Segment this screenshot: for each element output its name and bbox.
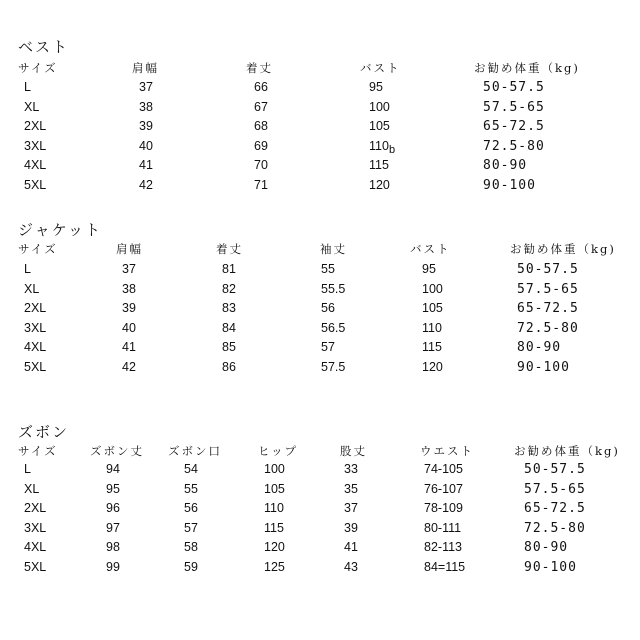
vest-row-4-col-3: 115	[369, 158, 389, 173]
pants-row-4-col-3: 120	[264, 540, 285, 555]
vest-row-2-col-4: 65-72.5	[483, 119, 545, 135]
pants-header-0: サイズ	[18, 444, 58, 458]
vest-row-3-col-1: 40	[139, 138, 153, 153]
jacket-row-1-col-4: 100	[422, 281, 443, 296]
pants-row-1-col-6: 57.5-65	[524, 481, 586, 497]
pants-row-1-col-1: 95	[106, 481, 120, 496]
jacket-row-5-col-5: 90-100	[517, 360, 570, 375]
pants-row-4-col-6: 80-90	[524, 540, 569, 556]
pants-row-0-col-0: L	[24, 462, 31, 476]
vest-row-5-col-0: 5XL	[24, 178, 47, 192]
vest-row-0-col-3: 95	[369, 80, 383, 94]
jacket-row-3-col-4: 110	[422, 320, 442, 335]
vest-row-4-col-0: 4XL	[24, 158, 47, 173]
jacket-header-1: 肩幅	[116, 242, 143, 256]
pants-row-1-col-2: 55	[184, 481, 198, 496]
jacket-row-5-col-4: 120	[422, 360, 443, 374]
vest-row-2-col-3: 105	[369, 119, 390, 134]
pants-row-0-col-3: 100	[264, 462, 285, 476]
pants-row-1-col-0: XL	[24, 481, 40, 496]
pants-header-4: 股丈	[340, 444, 367, 458]
jacket-row-0-col-3: 55	[321, 262, 335, 276]
pants-row-2-col-1: 96	[106, 501, 120, 516]
vest-row-4-col-1: 41	[139, 158, 153, 173]
pants-row-2-col-6: 65-72.5	[524, 501, 586, 517]
vest-row-5-col-1: 42	[139, 178, 153, 192]
vest-row-3-col-3: 110	[369, 138, 389, 153]
vest-row-3-col-0: 3XL	[24, 138, 47, 153]
vest-header-1: 肩幅	[132, 61, 159, 75]
jacket-row-5-col-1: 42	[122, 360, 136, 374]
jacket-row-2-col-5: 65-72.5	[517, 301, 579, 317]
vest-row-4-col-2: 70	[254, 158, 268, 173]
jacket-row-4-col-5: 80-90	[517, 340, 562, 356]
jacket-row-4-col-1: 41	[122, 340, 136, 355]
jacket-row-1-col-1: 38	[122, 281, 136, 296]
jacket-row-1-col-0: XL	[24, 281, 40, 296]
jacket-row-3-col-0: 3XL	[24, 320, 47, 335]
jacket-row-2-col-1: 39	[122, 301, 136, 316]
vest-row-2-col-0: 2XL	[24, 119, 47, 134]
pants-header-3: ヒップ	[258, 444, 299, 458]
vest-header-4: お勧め体重（kg)	[474, 61, 580, 75]
vest-row-0-col-0: L	[24, 80, 31, 94]
jacket-header-3: 袖丈	[320, 242, 347, 256]
jacket-row-5-col-2: 86	[222, 360, 236, 374]
jacket-row-2-col-0: 2XL	[24, 301, 47, 316]
vest-row-0-col-4: 50-57.5	[483, 80, 545, 95]
pants-row-3-col-1: 97	[106, 520, 120, 535]
pants-row-2-col-5: 78-109	[424, 501, 463, 516]
vest-row-2-col-2: 68	[254, 119, 268, 134]
vest-row-5-col-2: 71	[254, 178, 268, 192]
pants-title: ズボン	[18, 423, 70, 441]
jacket-row-3-col-2: 84	[222, 320, 236, 335]
vest-row-1-col-0: XL	[24, 99, 40, 114]
vest-header-3: バスト	[360, 61, 401, 75]
jacket-header-5: お勧め体重（kg)	[510, 242, 616, 256]
jacket-title: ジャケット	[18, 221, 102, 239]
pants-row-4-col-5: 82-113	[424, 540, 462, 555]
vest-header-2: 着丈	[246, 61, 273, 75]
jacket-row-0-col-0: L	[24, 262, 31, 276]
vest-header-0: サイズ	[18, 61, 58, 75]
jacket-row-0-col-5: 50-57.5	[517, 262, 579, 277]
jacket-row-0-col-1: 37	[122, 262, 136, 276]
pants-row-1-col-4: 35	[344, 481, 358, 496]
pants-row-2-col-4: 37	[344, 501, 358, 516]
jacket-row-2-col-4: 105	[422, 301, 443, 316]
vest-row-1-col-3: 100	[369, 99, 390, 114]
vest-row-4-col-4: 80-90	[483, 158, 528, 174]
vest-row-5-col-3: 120	[369, 178, 390, 192]
jacket-row-2-col-3: 56	[321, 301, 335, 316]
vest-stray-mark: b	[389, 143, 396, 156]
pants-row-2-col-2: 56	[184, 501, 198, 516]
pants-header-5: ウエスト	[420, 444, 474, 458]
jacket-header-2: 着丈	[216, 242, 243, 256]
vest-row-1-col-4: 57.5-65	[483, 99, 545, 115]
jacket-row-3-col-3: 56.5	[321, 320, 346, 335]
vest-row-1-col-2: 67	[254, 99, 268, 114]
jacket-row-0-col-2: 81	[222, 262, 236, 276]
pants-row-0-col-5: 74-105	[424, 462, 463, 476]
pants-row-3-col-0: 3XL	[24, 520, 47, 535]
pants-row-3-col-4: 39	[344, 520, 358, 535]
vest-row-1-col-1: 38	[139, 99, 153, 114]
pants-row-5-col-3: 125	[264, 560, 285, 574]
pants-row-1-col-5: 76-107	[424, 481, 463, 496]
pants-row-4-col-2: 58	[184, 540, 198, 555]
jacket-row-3-col-5: 72.5-80	[517, 320, 579, 336]
pants-row-0-col-6: 50-57.5	[524, 462, 586, 477]
pants-row-5-col-6: 90-100	[524, 560, 577, 575]
jacket-row-1-col-2: 82	[222, 281, 236, 296]
jacket-row-2-col-2: 83	[222, 301, 236, 316]
pants-row-5-col-4: 43	[344, 560, 358, 574]
pants-header-1: ズボン丈	[90, 444, 144, 458]
pants-row-2-col-3: 110	[264, 501, 284, 516]
jacket-row-5-col-0: 5XL	[24, 360, 47, 374]
jacket-row-0-col-4: 95	[422, 262, 436, 276]
jacket-row-4-col-4: 115	[422, 340, 442, 355]
vest-row-3-col-4: 72.5-80	[483, 138, 545, 154]
jacket-row-1-col-5: 57.5-65	[517, 281, 579, 297]
vest-row-3-col-2: 69	[254, 138, 268, 153]
vest-row-0-col-1: 37	[139, 80, 153, 94]
jacket-header-0: サイズ	[18, 242, 58, 256]
vest-row-2-col-1: 39	[139, 119, 153, 134]
pants-header-6: お勧め体重（kg)	[514, 444, 620, 458]
pants-row-0-col-2: 54	[184, 462, 198, 476]
pants-row-5-col-1: 99	[106, 560, 120, 574]
pants-row-3-col-5: 80-111	[424, 520, 462, 535]
jacket-row-3-col-1: 40	[122, 320, 136, 335]
pants-row-4-col-0: 4XL	[24, 540, 47, 555]
pants-row-0-col-4: 33	[344, 462, 358, 476]
pants-row-1-col-3: 105	[264, 481, 285, 496]
vest-title: ベスト	[18, 38, 70, 56]
pants-row-3-col-6: 72.5-80	[524, 520, 586, 536]
pants-row-2-col-0: 2XL	[24, 501, 47, 516]
pants-row-4-col-4: 41	[344, 540, 358, 555]
jacket-row-4-col-2: 85	[222, 340, 236, 355]
pants-row-3-col-3: 115	[264, 520, 284, 535]
pants-row-0-col-1: 94	[106, 462, 120, 476]
pants-row-3-col-2: 57	[184, 520, 198, 535]
pants-row-4-col-1: 98	[106, 540, 120, 555]
vest-row-0-col-2: 66	[254, 80, 268, 94]
pants-row-5-col-2: 59	[184, 560, 198, 574]
jacket-header-4: バスト	[410, 242, 451, 256]
jacket-row-4-col-3: 57	[321, 340, 335, 355]
jacket-row-4-col-0: 4XL	[24, 340, 47, 355]
vest-row-5-col-4: 90-100	[483, 178, 536, 193]
pants-header-2: ズボン口	[168, 444, 222, 458]
jacket-row-1-col-3: 55.5	[321, 281, 346, 296]
jacket-row-5-col-3: 57.5	[321, 360, 346, 374]
pants-row-5-col-0: 5XL	[24, 560, 47, 574]
pants-row-5-col-5: 84=115	[424, 560, 466, 574]
